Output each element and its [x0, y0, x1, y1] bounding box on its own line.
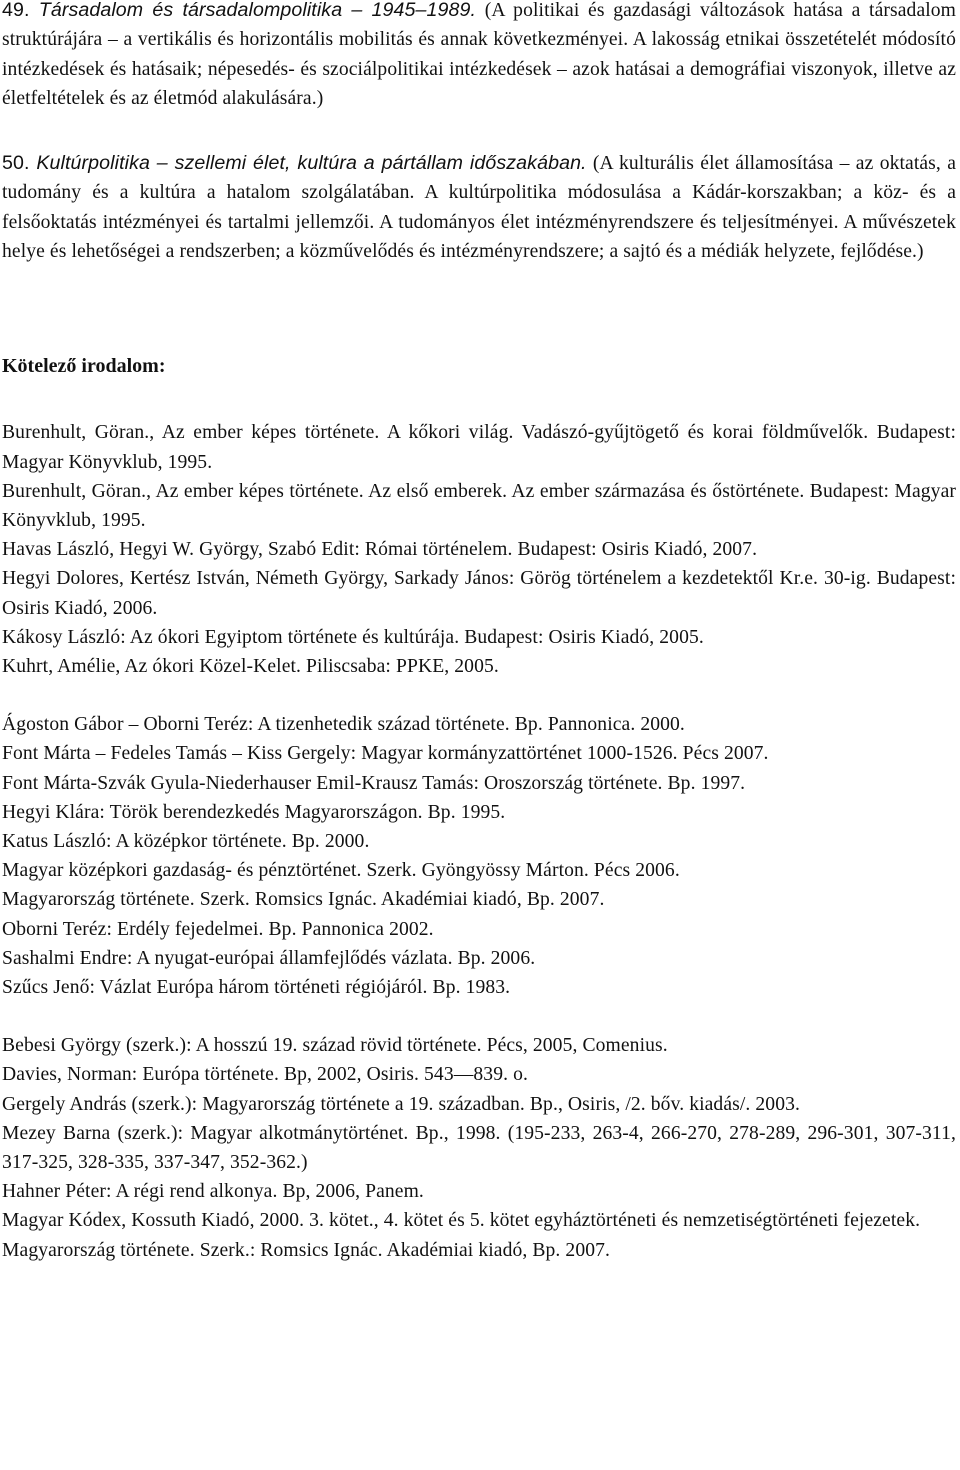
literature-entry: Davies, Norman: Európa története. Bp, 2002, Osiris. 543—839. o.: [2, 1064, 528, 1086]
exam-topic-49: [2, 0, 956, 113]
exam-topic-50: [2, 149, 956, 266]
literature-entry: Mezey Barna (szerk.): Magyar alkotmánytörténet. Bp., 1998. (195-233, 263-4, 266-270, 278-289, 296-301, 307-311, 317-325, 328-335, 337-347, 352-362.): [2, 1122, 956, 1174]
literature-entry: Hegyi Dolores, Kertész István, Németh György, Sarkady János: Görög történelem a kezdetektől Kr.e. 30-ig. Budapest: Osiris Kiadó, 2006.: [2, 568, 956, 619]
topic-title: Társadalom és társadalompolitika – 1945–1989.: [38, 0, 477, 21]
literature-group-medieval-early-modern: [2, 710, 956, 1002]
literature-entry: Magyarország története. Szerk. Romsics Ignác. Akadémiai kiadó, Bp. 2007.: [2, 889, 605, 911]
literature-entry: Sashalmi Endre: A nyugat-európai államfejlődés vázlata. Bp. 2006.: [2, 947, 536, 969]
literature-entry: Font Márta – Fedeles Tamás – Kiss Gergely: Magyar kormányzattörténet 1000-1526. Pécs 2007.: [2, 743, 769, 765]
literature-entry: Kákosy László: Az ókori Egyiptom története és kultúrája. Budapest: Osiris Kiadó, 2005.: [2, 626, 704, 648]
literature-entry: Hegyi Klára: Török berendezkedés Magyarországon. Bp. 1995.: [2, 801, 506, 823]
literature-entry: Havas László, Hegyi W. György, Szabó Edit: Római történelem. Budapest: Osiris Kiadó, 2007.: [2, 539, 758, 561]
literature-entry: Katus László: A középkor története. Bp. 2000.: [2, 831, 370, 853]
literature-entry: Szűcs Jenő: Vázlat Európa három történeti régiójáról. Bp. 1983.: [2, 977, 511, 999]
literature-group-modern: [2, 1031, 956, 1265]
literature-group-ancient: [2, 418, 956, 681]
literature-entry: Oborni Teréz: Erdély fejedelmei. Bp. Pannonica 2002.: [2, 918, 434, 940]
topic-heading: [2, 0, 476, 21]
literature-entry: Burenhult, Göran., Az ember képes története. A kőkori világ. Vadászó-gyűjtögető és korai földművelők. Budapest: Magyar Könyvklub, 1995.: [2, 422, 956, 473]
topic-description: (A politikai és gazdasági változások hatása a társadalom struktúrájára – a vertikális és horizontális mobilitás és annak következményei. A lakosság etnikai összetételét módosító intézkedések és hatásaik; népesedés- és szociálpolitikai intézkedések – azok hatásai a demográfiai viszonyok, illetve az életfeltételek és az életmód alakulására.): [2, 0, 957, 109]
required-literature-heading: Kötelező irodalom:: [2, 355, 166, 378]
document-page: [2, 0, 956, 1265]
topic-description: (A kulturális élet államosítása – az oktatás, a tudomány és a kultúra a hatalom szolgálatában. A kultúrpolitika módosulása a Kádár-korszakban; a köz- és a felsőoktatás intézményei és tartalmi jellemzői. A tudományos élet intézményrendszere és teljesítményei. A művészetek helye és lehetőségei a rendszerben; a közművelődés és intézményrendszere; a sajtó és a médiák helyzete, fejlődése.): [2, 153, 956, 263]
literature-entry: Magyar középkori gazdaság- és pénztörténet. Szerk. Gyöngyössy Márton. Pécs 2006.: [2, 860, 680, 882]
topic-title: Kultúrpolitika – szellemi élet, kultúra a pártállam időszakában.: [36, 152, 587, 175]
literature-entry: Bebesi György (szerk.): A hosszú 19. század rövid története. Pécs, 2005, Comenius.: [2, 1035, 668, 1057]
topic-heading: [2, 152, 587, 174]
literature-entry: Magyarország története. Szerk.: Romsics Ignác. Akadémiai kiadó, Bp. 2007.: [2, 1239, 611, 1261]
literature-entry: Ágoston Gábor – Oborni Teréz: A tizenhetedik század története. Bp. Pannonica. 2000.: [2, 714, 685, 736]
literature-entry: Gergely András (szerk.): Magyarország története a 19. században. Bp., Osiris, /2. bőv. kiadás/. 2003.: [2, 1093, 800, 1115]
literature-entry: Hahner Péter: A régi rend alkonya. Bp, 2006, Panem.: [2, 1181, 424, 1203]
topic-number: 50.: [2, 152, 30, 175]
topic-number: 49.: [2, 0, 30, 21]
literature-entry: Magyar Kódex, Kossuth Kiadó, 2000. 3. kötet., 4. kötet és 5. kötet egyháztörténeti és nemzetiségtörténeti fejezetek.: [2, 1210, 921, 1232]
literature-entry: Kuhrt, Amélie, Az ókori Közel-Kelet. Piliscsaba: PPKE, 2005.: [2, 656, 499, 677]
literature-entry: Burenhult, Göran., Az ember képes története. Az első emberek. Az ember származása és őstörténete. Budapest: Magyar Könyvklub, 1995.: [2, 480, 956, 531]
literature-entry: Font Márta-Szvák Gyula-Niederhauser Emil-Krausz Tamás: Oroszország története. Bp. 1997.: [2, 772, 746, 794]
